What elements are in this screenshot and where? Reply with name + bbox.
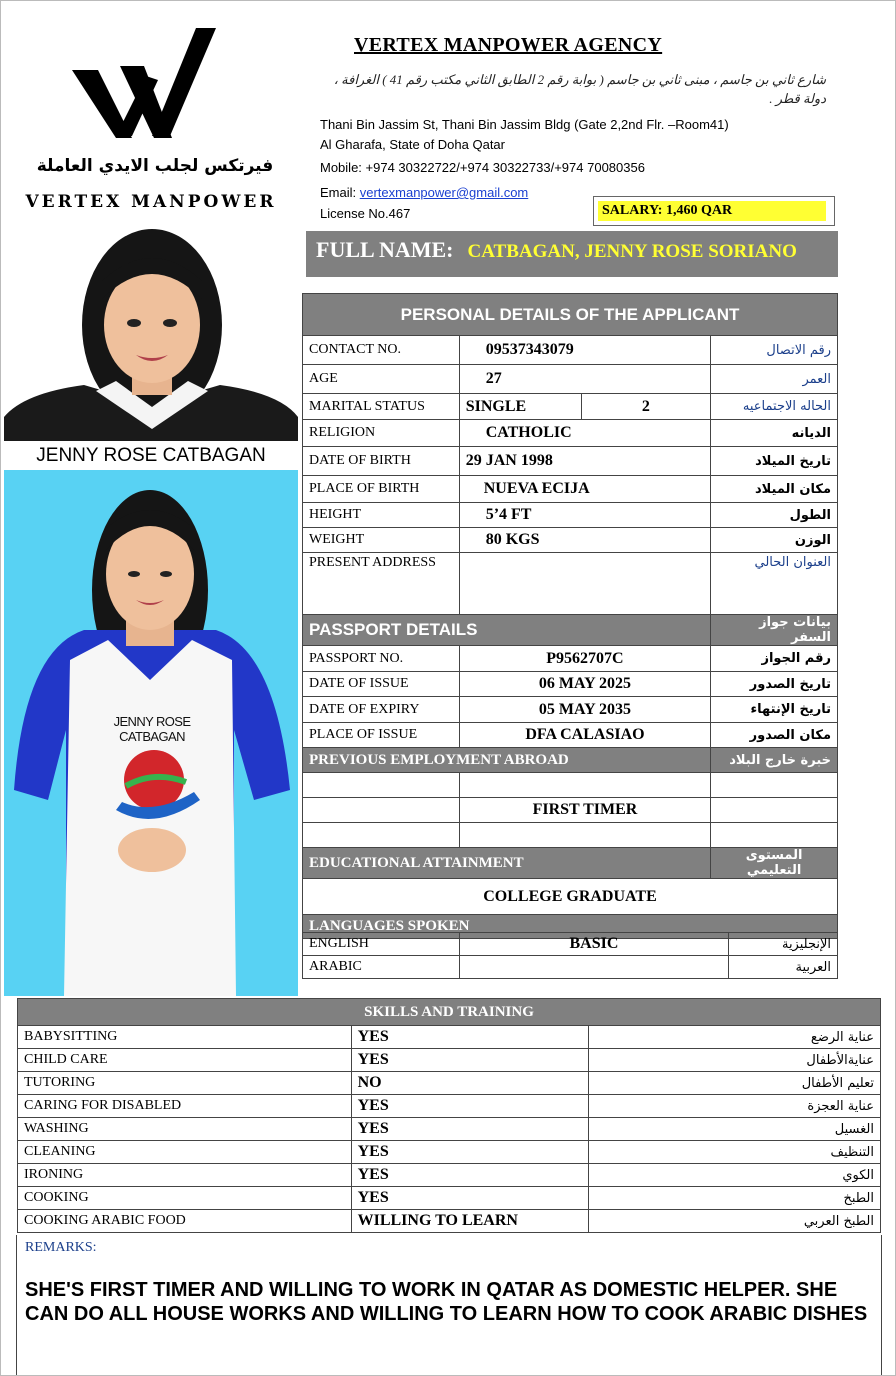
address-line-2: Al Gharafa, State of Doha Qatar	[320, 137, 505, 152]
remarks-text: SHE'S FIRST TIMER AND WILLING TO WORK IN QATAR AS DOMESTIC HELPER. SHE CAN DO ALL HOUSE WORKS AND WILLING TO LEARN HOW TO COOK ARABIC DISHES	[25, 1279, 868, 1325]
skill-label: CLEANING	[18, 1141, 352, 1164]
religion-label: RELIGION	[303, 420, 460, 447]
skill-value: YES	[351, 1118, 589, 1141]
employment-title-ar: خبرة خارج البلاد	[711, 748, 838, 773]
weight-label-ar: الوزن	[711, 528, 838, 553]
skills-title: SKILLS AND TRAINING	[18, 999, 881, 1026]
table-row	[303, 956, 838, 979]
employment-title: PREVIOUS EMPLOYMENT ABROAD	[303, 748, 711, 773]
education-title: EDUCATIONAL ATTAINMENT	[303, 848, 711, 879]
table-row	[303, 879, 838, 915]
contact-label-ar: رقم الاتصال	[711, 336, 838, 365]
marital-label-ar: الحاله الاجتماعيه	[711, 394, 838, 420]
salary-box	[593, 196, 835, 226]
email-line	[320, 185, 528, 200]
skill-label-ar: عناية العجزة	[589, 1095, 881, 1118]
skill-value: YES	[351, 1026, 589, 1049]
agency-title: VERTEX MANPOWER AGENCY	[354, 34, 663, 56]
height-label: HEIGHT	[303, 503, 460, 528]
table-row	[303, 723, 838, 748]
skill-label-ar: الطبخ العربي	[589, 1210, 881, 1233]
skill-value: YES	[351, 1095, 589, 1118]
skills-table	[17, 998, 881, 1233]
photo-caption: JENNY ROSE CATBAGAN	[36, 445, 266, 466]
issue-date-label: DATE OF ISSUE	[303, 672, 460, 697]
skill-label: BABYSITTING	[18, 1026, 352, 1049]
age-label-ar: العمر	[711, 365, 838, 394]
skill-label-ar: عنايةالأطفال	[589, 1049, 881, 1072]
table-row	[18, 1118, 881, 1141]
skill-value: NO	[351, 1072, 589, 1095]
expiry-date-label: DATE OF EXPIRY	[303, 697, 460, 723]
table-row	[18, 1141, 881, 1164]
address-value	[459, 553, 711, 615]
skill-label-ar: تعليم الأطفال	[589, 1072, 881, 1095]
table-row	[18, 1210, 881, 1233]
table-row	[303, 615, 838, 646]
weight-label: WEIGHT	[303, 528, 460, 553]
dob-value: 29 JAN 1998	[459, 447, 711, 476]
table-row	[303, 447, 838, 476]
table-row	[303, 697, 838, 723]
table-row	[303, 420, 838, 447]
language-label: ARABIC	[303, 956, 460, 979]
address-line-1: Thani Bin Jassim St, Thani Bin Jassim Bldg (Gate 2,2nd Flr. –Room41)	[320, 117, 729, 132]
table-row	[18, 1187, 881, 1210]
full-name-bar	[306, 231, 838, 277]
table-row	[303, 553, 838, 615]
weight-value: 80 KGS	[459, 528, 711, 553]
skill-value: WILLING TO LEARN	[351, 1210, 589, 1233]
vertex-logo-mark	[20, 20, 290, 150]
issue-date-value: 06 MAY 2025	[459, 672, 711, 697]
passport-no-label-ar: رقم الجواز	[711, 646, 838, 672]
skill-label: COOKING	[18, 1187, 352, 1210]
table-row	[303, 646, 838, 672]
passport-title-ar: بيانات جواز السفر	[711, 615, 838, 646]
issue-place-value: DFA CALASIAO	[459, 723, 711, 748]
marital-value: SINGLE	[459, 394, 581, 420]
email-label: Email:	[320, 185, 360, 200]
issue-place-label: PLACE OF ISSUE	[303, 723, 460, 748]
salary-value: SALARY: 1,460 QAR	[598, 201, 826, 221]
logo-arabic-name: فيرتكس لجلب الايدي العاملة	[36, 156, 274, 176]
skill-label: CARING FOR DISABLED	[18, 1095, 352, 1118]
language-label-ar: العربية	[729, 956, 838, 979]
education-value: COLLEGE GRADUATE	[303, 879, 838, 915]
language-label: ENGLISH	[303, 933, 460, 956]
age-label: AGE	[303, 365, 460, 394]
table-row	[18, 1164, 881, 1187]
passport-no-value: P9562707C	[459, 646, 711, 672]
skill-label-ar: التنظيف	[589, 1141, 881, 1164]
license-number: License No.467	[320, 206, 411, 221]
passport-title: PASSPORT DETAILS	[303, 615, 711, 646]
skill-value: YES	[351, 1049, 589, 1072]
skill-label-ar: الكوي	[589, 1164, 881, 1187]
skill-value: YES	[351, 1164, 589, 1187]
mobile-numbers: Mobile: +974 30322722/+974 30322733/+974 70080356	[320, 160, 645, 175]
height-label-ar: الطول	[711, 503, 838, 528]
marital-label: MARITAL STATUS	[303, 394, 460, 420]
table-row	[303, 672, 838, 697]
skill-label-ar: الطبخ	[589, 1187, 881, 1210]
dob-label-ar: تاريخ الميلاد	[711, 447, 838, 476]
table-row	[18, 1049, 881, 1072]
pob-value: NUEVA ECIJA	[459, 476, 711, 503]
personal-details-table	[302, 293, 838, 939]
table-row	[18, 1026, 881, 1049]
expiry-date-label-ar: تاريخ الإنتهاء	[711, 697, 838, 723]
table-row	[303, 798, 838, 823]
religion-value: CATHOLIC	[459, 420, 711, 447]
table-row	[303, 476, 838, 503]
language-label-ar: الإنجليزية	[729, 933, 838, 956]
personal-details-title: PERSONAL DETAILS OF THE APPLICANT	[303, 294, 838, 336]
table-row	[303, 848, 838, 879]
height-value: 5’4 FT	[459, 503, 711, 528]
agency-logo	[20, 20, 290, 220]
language-level	[459, 956, 728, 979]
pob-label-ar: مكان الميلاد	[711, 476, 838, 503]
contact-value: 09537343079	[459, 336, 711, 365]
table-row	[303, 394, 838, 420]
education-title-ar: المستوى التعليمي	[711, 848, 838, 879]
skill-label: IRONING	[18, 1164, 352, 1187]
skill-label: COOKING ARABIC FOOD	[18, 1210, 352, 1233]
religion-label-ar: الديانه	[711, 420, 838, 447]
skill-label-ar: الغسيل	[589, 1118, 881, 1141]
skill-label: TUTORING	[18, 1072, 352, 1095]
table-row	[303, 503, 838, 528]
table-row	[303, 933, 838, 956]
issue-place-label-ar: مكان الصدور	[711, 723, 838, 748]
skill-label: WASHING	[18, 1118, 352, 1141]
full-name-label: FULL NAME:	[316, 237, 454, 262]
skill-value: YES	[351, 1141, 589, 1164]
table-row	[303, 748, 838, 773]
applicant-full-photo	[4, 470, 298, 996]
full-name-value: CATBAGAN, JENNY ROSE SORIANO	[467, 241, 797, 262]
skill-label: CHILD CARE	[18, 1049, 352, 1072]
email-link[interactable]: vertexmanpower@gmail.com	[359, 185, 529, 200]
table-row	[303, 528, 838, 553]
languages-title: LANGUAGES SPOKEN	[303, 915, 838, 939]
dob-label: DATE OF BIRTH	[303, 447, 460, 476]
skill-label-ar: عناية الرضع	[589, 1026, 881, 1049]
languages-table	[302, 932, 838, 979]
logo-english-name: VERTEX MANPOWER	[25, 192, 277, 212]
table-row	[303, 365, 838, 394]
contact-label: CONTACT NO.	[303, 336, 460, 365]
address-arabic: شارع ثاني بن جاسم ، مبنى ثاني بن جاسم ( بوابة رقم 2 الطابق الثاني مكتب رقم 41 ) الغرافة ، دولة قطر .	[333, 72, 826, 106]
table-row	[18, 1072, 881, 1095]
employment-value: FIRST TIMER	[459, 798, 711, 823]
language-level: BASIC	[459, 933, 728, 956]
marital-extra: 2	[581, 394, 711, 420]
issue-date-label-ar: تاريخ الصدور	[711, 672, 838, 697]
address-label: PRESENT ADDRESS	[303, 553, 460, 615]
expiry-date-value: 05 MAY 2035	[459, 697, 711, 723]
passport-no-label: PASSPORT NO.	[303, 646, 460, 672]
age-value: 27	[459, 365, 711, 394]
skill-value: YES	[351, 1187, 589, 1210]
remarks-label: REMARKS:	[25, 1240, 97, 1255]
apron-name-tag: JENNY ROSE CATBAGAN	[113, 714, 191, 744]
address-label-ar: العنوان الحالي	[711, 553, 838, 615]
table-row	[303, 336, 838, 365]
table-row	[18, 1095, 881, 1118]
applicant-portrait	[4, 229, 298, 441]
pob-label: PLACE OF BIRTH	[303, 476, 460, 503]
